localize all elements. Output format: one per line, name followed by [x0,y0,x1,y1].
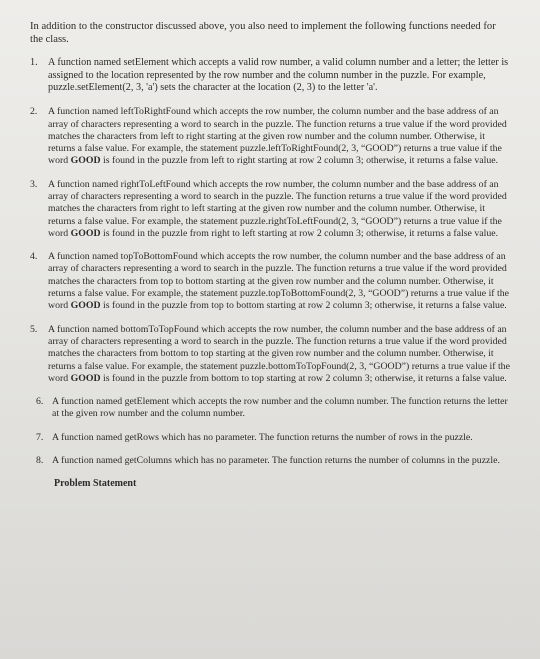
item-text-tail: is found in the puzzle from right to left starting at row 2 column 3; otherwise, it returns a false value. [100,227,499,239]
item-text: A function named leftToRightFound which accepts the row number, the column number and the base address of an array of characters representing a word to search in the puzzle. The function returns a true value if the word provided matches the characters from left to right starting at the given row number and the column number. Otherwise, it returns a false value. For example, the statement puzzle.leftToRightFound(2, 3, “GOOD”) returns a true value if the word [48,106,507,167]
item-number: 7. [36,431,44,443]
item-number: 4. [30,251,38,263]
item-number: 8. [36,455,44,467]
list-item [26,251,510,312]
item-text-tail: is found in the puzzle from bottom to top starting at row 2 column 3; otherwise, it returns a false value. [100,372,507,384]
list-item [26,57,510,95]
list-item [26,324,510,385]
item-text: A function named getElement which accepts the row number and the column number. The function returns the letter at the given row number and the column number. [52,396,508,420]
section-heading: Problem Statement [54,478,137,490]
intro-paragraph: In addition to the constructor discussed above, you also need to implement the following functions needed for the class. [30,21,496,46]
item-number: 3. [30,178,38,190]
item-text-tail: is found in the puzzle from top to bottom starting at row 2 column 3; otherwise, it returns a false value. [100,300,507,312]
item-text: A function named getRows which has no parameter. The function returns the number of rows in the puzzle. [52,431,473,443]
list-item [26,179,510,240]
item-bold-word: GOOD [70,227,101,239]
item-number: 1. [30,56,38,68]
item-text: A function named topToBottomFound which accepts the row number, the column number and the base address of an array of characters representing a word to search in the puzzle. The function returns a true value if the word provided matches the characters from top to bottom starting at the given row number and the column number. Otherwise, it returns a false value. For example, the statement puzzle.topToBottomFound(2, 3, “GOOD”) returns a true value if the word [48,251,509,312]
item-text: A function named getColumns which has no parameter. The function returns the number of columns in the puzzle. [52,455,500,467]
item-text: A function named setElement which accepts a valid row number, a valid column number and a letter; the letter is assigned to the location represented by the row number and the column number in the puzzle. For example, puzzle.setElement(2, 3, 'a') sets the character at the location (2, 3) to the letter 'a'. [48,56,509,94]
item-text: A function named bottomToTopFound which accepts the row number, the column number and the base address of an array of characters representing a word to search in the puzzle. The function returns a true value if the word provided matches the characters from bottom to top starting at the given row number and the column number. Otherwise, it returns a false value. For example, the statement puzzle.bottomToTopFound(2, 3, “GOOD”) returns a true value if the word [48,323,510,384]
list-item [26,432,510,444]
item-bold-word: GOOD [70,155,101,167]
item-number: 6. [36,396,44,408]
item-number: 2. [30,106,38,118]
item-bold-word: GOOD [70,372,101,384]
list-item [26,396,510,421]
item-text: A function named rightToLeftFound which accepts the row number, the column number and the base address of an array of characters representing a word to search in the puzzle. The function returns a true value if the word provided matches the characters from right to left starting at the given row number and the column number. Otherwise, it returns a false value. For example, the statement puzzle.rightToLeftFound(2, 3, “GOOD”) returns a true value if the word [48,178,507,239]
item-bold-word: GOOD [70,300,101,312]
list-item [26,106,510,167]
list-item [26,455,510,467]
item-number: 5. [30,323,38,335]
item-text-tail: is found in the puzzle from left to right starting at row 2 column 3; otherwise, it returns a false value. [100,155,499,167]
